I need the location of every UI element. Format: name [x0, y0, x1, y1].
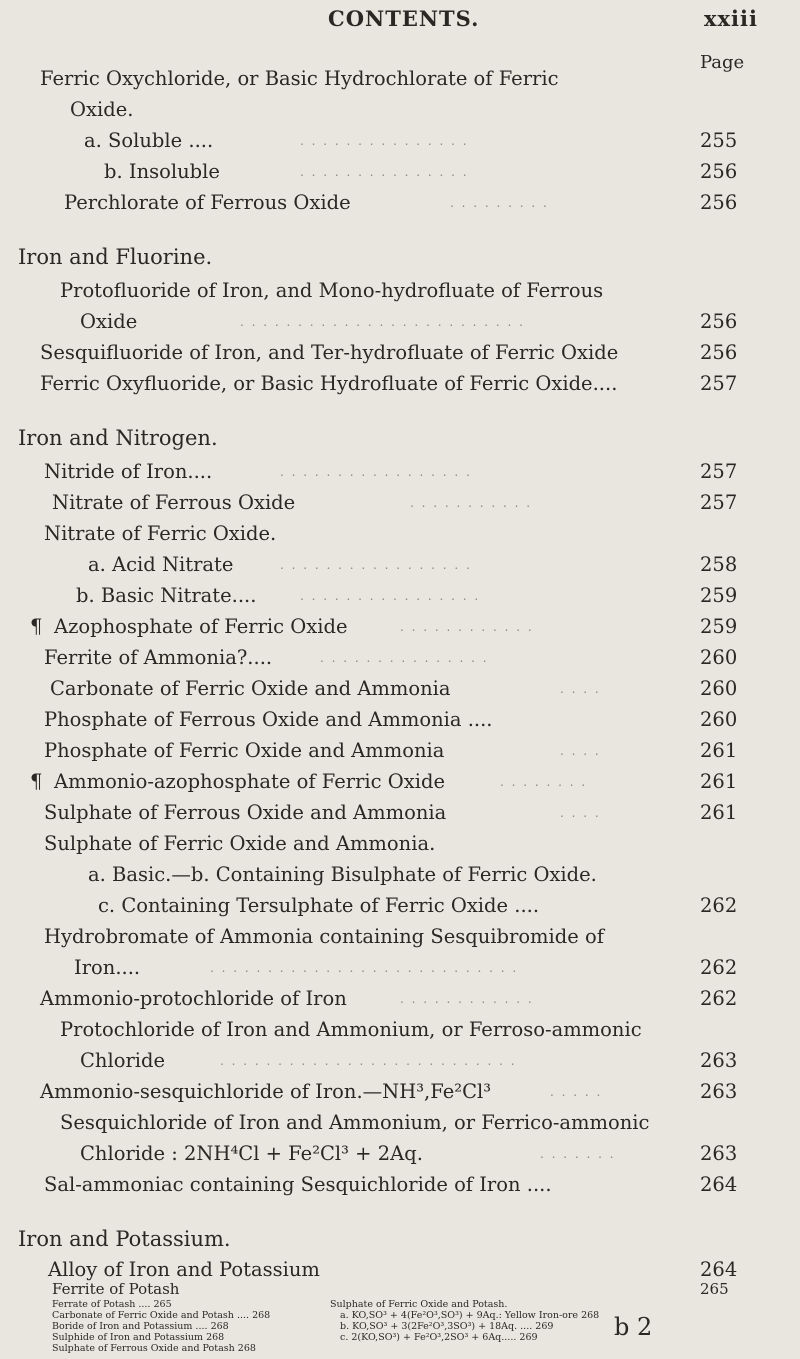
section-heading: Iron and Fluorine. — [18, 245, 213, 269]
section-heading: Iron and Potassium. — [18, 1227, 231, 1251]
toc-entry: Nitrate of Ferric Oxide. — [44, 522, 277, 545]
toc-entry: Sal-ammoniac containing Sesquichloride of Iron .... 264 — [44, 1173, 738, 1196]
toc-entry: Phosphate of Ferric Oxide and Ammonia . . . . 261 — [44, 739, 738, 762]
toc-entry: b. Insoluble . . . . . . . . . . . . . . . 256 — [104, 160, 738, 183]
toc-entry: Ferric Oxychloride, or Basic Hydrochlorate of Ferric — [40, 67, 559, 90]
toc-entry: ¶ Azophosphate of Ferric Oxide . . . . . . . . . . . . 259 — [30, 615, 738, 638]
toc-entry: Ammonio-sesquichloride of Iron.—NH³,Fe²Cl³ . . . . . 263 — [40, 1080, 738, 1103]
toc-entry: Ferrate of Potash .... 265 — [52, 1299, 172, 1310]
toc-entry: Ferric Oxyfluoride, or Basic Hydrofluate of Ferric Oxide.... 257 — [40, 372, 738, 395]
toc-entry: b. Basic Nitrate.... . . . . . . . . . . . . . . . . 259 — [76, 584, 738, 607]
toc-entry: Perchlorate of Ferrous Oxide . . . . . . . . . 256 — [64, 191, 738, 214]
toc-entry: Carbonate of Ferric Oxide and Potash .... 268 — [52, 1310, 271, 1321]
toc-entry: ¶ Ammonio-azophosphate of Ferric Oxide . . . . . . . . 261 — [30, 770, 738, 793]
signature-mark: b 2 — [614, 1313, 653, 1341]
toc-entry: a. Soluble .... . . . . . . . . . . . . . . . 255 — [84, 129, 738, 152]
toc-entry: c. 2(KO,SO³) + Fe²O³,2SO³ + 6Aq..... 269 — [340, 1332, 538, 1343]
toc-entry: Sesquifluoride of Iron, and Ter-hydrofluate of Ferric Oxide 256 — [40, 341, 738, 364]
toc-entry: Sulphate of Ferrous Oxide and Ammonia . . . . 261 — [44, 801, 738, 824]
toc-entry: Phosphate of Ferrous Oxide and Ammonia .... 260 — [44, 708, 738, 731]
toc-entry: Sulphate of Ferrous Oxide and Potash 268 — [52, 1343, 256, 1354]
section-heading: Iron and Nitrogen. — [18, 426, 218, 450]
toc-entry: Oxide. — [70, 98, 134, 121]
toc-entry: Nitride of Iron.... . . . . . . . . . . . . . . . . . 257 — [44, 460, 738, 483]
toc-entry: a. Acid Nitrate . . . . . . . . . . . . . . . . . 258 — [88, 553, 738, 576]
toc-entry: Iron.... . . . . . . . . . . . . . . . . . . . . . . . . . . . 262 — [74, 956, 738, 979]
page-column-label: Page — [700, 52, 745, 73]
toc-entry: a. KO,SO³ + 4(Fe²O³,SO³) + 9Aq.: Yellow Iron-ore 268 — [340, 1310, 600, 1321]
toc-entry: Sesquichloride of Iron and Ammonium, or Ferrico-ammonic — [60, 1111, 650, 1134]
toc-entry: Sulphate of Ferric Oxide and Potash. — [330, 1299, 508, 1310]
toc-entry: b. KO,SO³ + 3(2Fe²O³,3SO³) + 18Aq. .... 269 — [340, 1321, 554, 1332]
toc-entry: Carbonate of Ferric Oxide and Ammonia . . . . 260 — [50, 677, 738, 700]
toc-entry: Sulphate of Ferric Oxide and Ammonia. — [44, 832, 436, 855]
toc-entry: Oxide . . . . . . . . . . . . . . . . . . . . . . . . . 256 — [80, 310, 738, 333]
toc-entry: Alloy of Iron and Potassium 264 — [48, 1258, 738, 1281]
toc-continuation — [0, 1299, 800, 1355]
toc-entry: Chloride : 2NH⁴Cl + Fe²Cl³ + 2Aq. . . . . . . . 263 — [80, 1142, 738, 1165]
toc-entry: Sulphide of Iron and Potassium 268 — [52, 1332, 225, 1343]
toc-entry: Protochloride of Iron and Ammonium, or Ferroso-ammonic — [60, 1018, 642, 1041]
toc-entry: Boride of Iron and Potassium .... 268 — [52, 1321, 229, 1332]
toc-entry: c. Containing Tersulphate of Ferric Oxide .... 262 — [98, 894, 738, 917]
toc-entry: Ferrite of Ammonia?.... . . . . . . . . . . . . . . . 260 — [44, 646, 738, 669]
toc-entry: Ferrite of Potash 265 — [52, 1280, 729, 1298]
running-title: CONTENTS. — [328, 6, 480, 31]
toc-entry: Nitrate of Ferrous Oxide . . . . . . . . . . . 257 — [52, 491, 738, 514]
toc-entry: a. Basic.—b. Containing Bisulphate of Ferric Oxide. — [88, 863, 597, 886]
toc-entry: Ammonio-protochloride of Iron . . . . . . . . . . . . 262 — [40, 987, 738, 1010]
toc-entry: Chloride . . . . . . . . . . . . . . . . . . . . . . . . . . 263 — [80, 1049, 738, 1072]
toc-entry: Protofluoride of Iron, and Mono-hydrofluate of Ferrous — [60, 279, 604, 302]
roman-page-number: xxiii — [704, 6, 758, 31]
toc-entry: Hydrobromate of Ammonia containing Sesquibromide of — [44, 925, 604, 948]
